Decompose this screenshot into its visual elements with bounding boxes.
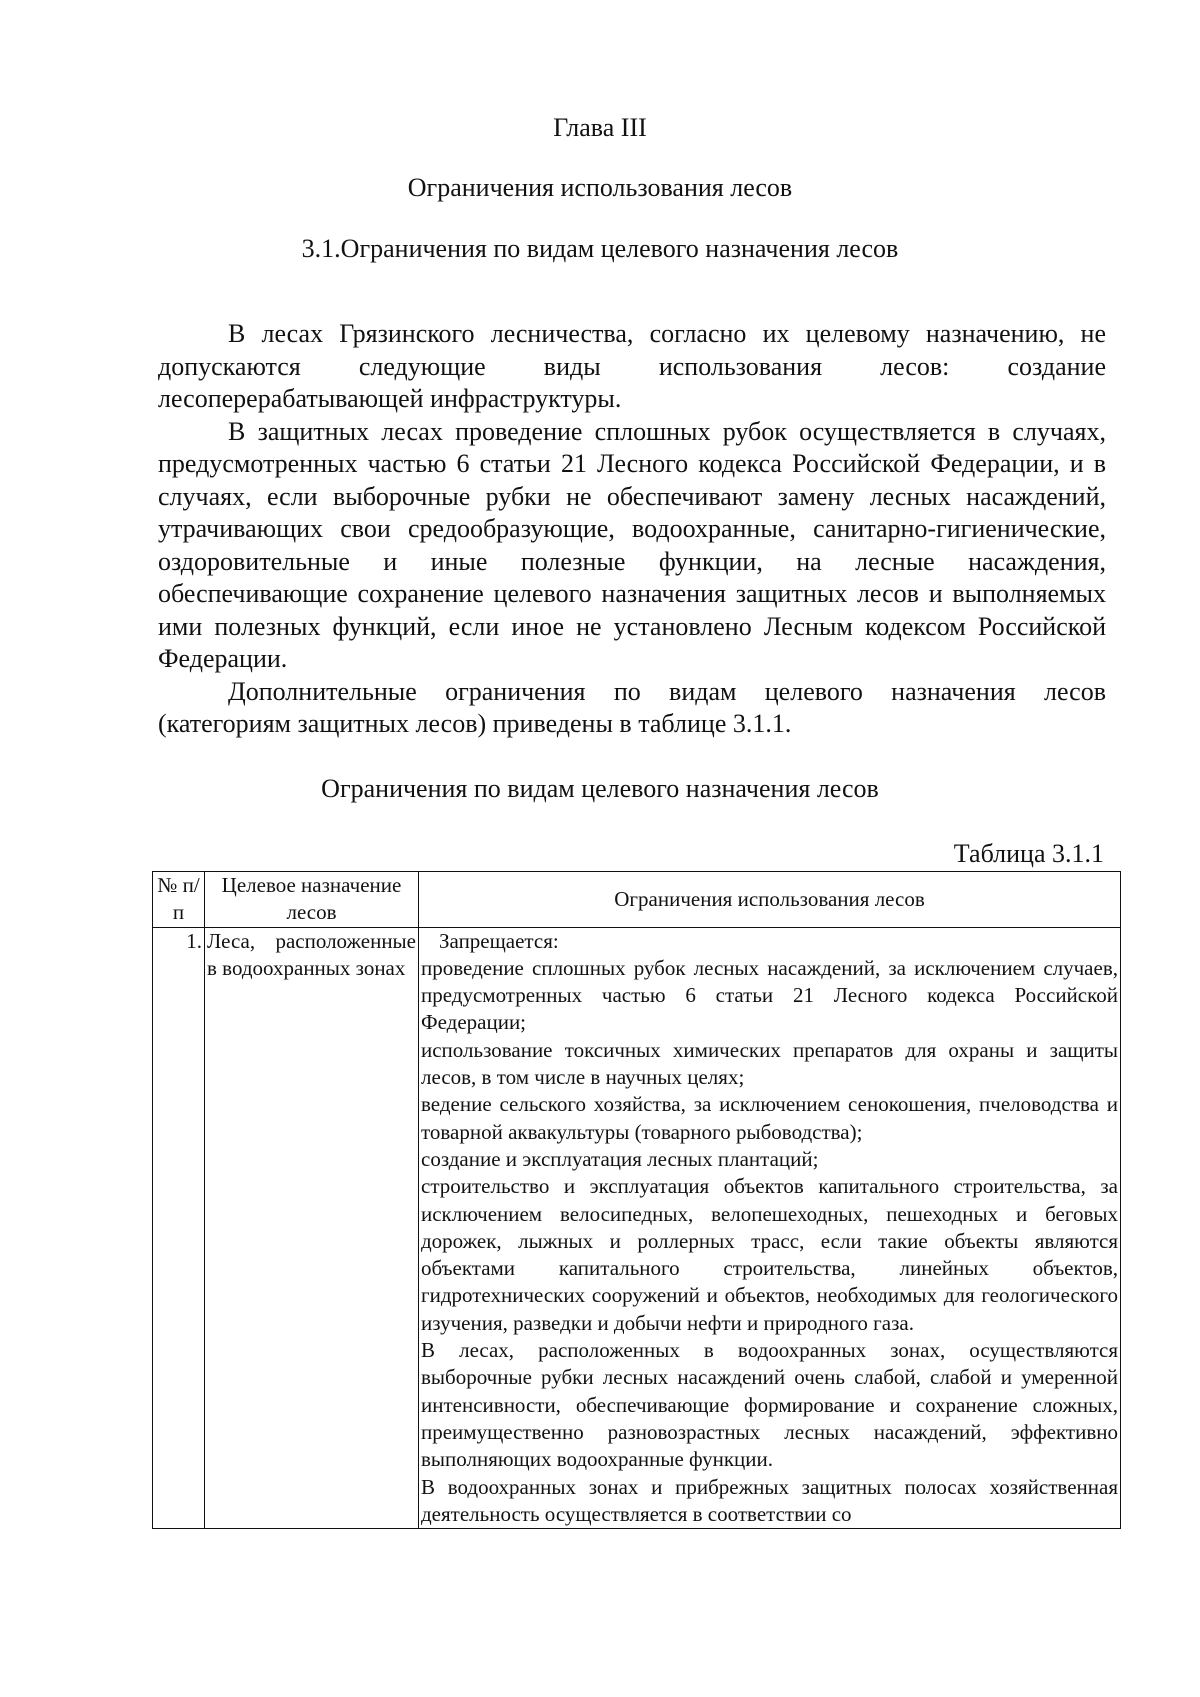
paragraph-2: В защитных лесах проведение сплошных рубок осуществляется в случаях, предусмотренных частью 6 статьи 21 Лесного кодекса Российской Федерации, и в случаях, если выборочные рубки не обеспечивают замену лесных насаждений, утрачивающих свои средообразующие, водоохранные, санитарно-гигиенические, оздоровительные и иные полезные функции, на лесные насаждения, обеспечивающие сохранение целевого назначения защитных лесов и выполняемых ими полезных функций, если иное не установлено Лесным кодексом Российской Федерации. bbox=[158, 416, 1106, 673]
paragraph-3: Дополнительные ограничения по видам целевого назначения лесов (категориям защитных лесов) приведены в таблице 3.1.1. bbox=[158, 676, 1106, 738]
restriction-line: использование токсичных химических препаратов для охраны и защиты лесов, в том числе в научных целях; bbox=[421, 1037, 1118, 1090]
row-restrictions bbox=[419, 927, 1121, 1529]
table-header-row bbox=[153, 872, 1121, 928]
body-text bbox=[158, 318, 1106, 741]
header-restrictions: Ограничения использования лесов bbox=[419, 872, 1121, 928]
chapter-subtitle: Ограничения использования лесов bbox=[407, 173, 793, 202]
header-purpose: Целевое назначение лесов bbox=[205, 872, 419, 928]
restrictions-table bbox=[152, 871, 1121, 1529]
table-label: Таблица 3.1.1 bbox=[953, 839, 1104, 868]
restriction-line: В водоохранных зонах и прибрежных защитных полосах хозяйственная деятельность осуществляется в соответствии со bbox=[421, 1474, 1118, 1526]
table-caption: Ограничения по видам целевого назначения лесов bbox=[321, 774, 879, 803]
section-title: 3.1.Ограничения по видам целевого назначения лесов bbox=[301, 234, 899, 263]
header-num: № п/п bbox=[153, 872, 205, 928]
table-row bbox=[153, 927, 1121, 1529]
chapter-title: Глава III bbox=[553, 113, 647, 142]
restriction-line: Запрещается: bbox=[439, 928, 559, 953]
paragraph-1: В лесах Грязинского лесничества, согласно их целевому назначению, не допускаются следующие виды использования лесов: создание лесоперерабатывающей инфраструктуры. bbox=[158, 319, 1106, 413]
row-num: 1. bbox=[153, 927, 205, 1529]
restriction-line: ведение сельского хозяйства, за исключением сенокошения, пчеловодства и товарной аквакультуры (товарного рыбоводства); bbox=[421, 1092, 1118, 1144]
restriction-line: строительство и эксплуатация объектов капитального строительства, за исключением велосипедных, велопешеходных, пешеходных и беговых дорожек, лыжных и роллерных трасс, если такие объекты являются объектами капитального строительства, линейных объектов, гидротехнических сооружений и объектов, необходимых для геологического изучения, разведки и добычи нефти и природного газа. bbox=[421, 1174, 1118, 1335]
row-purpose: Леса, расположенные в водоохранных зонах bbox=[205, 927, 419, 1529]
restriction-line: проведение сплошных рубок лесных насаждений, за исключением случаев, предусмотренных частью 6 статьи 21 Лесного кодекса Российской Федерации; bbox=[421, 955, 1118, 1035]
restriction-line: В лесах, расположенных в водоохранных зонах, осуществляются выборочные рубки лесных насаждений очень слабой, слабой и умеренной интенсивности, обеспечивающие формирование и сохранение сложных, преимущественно разновозрастных лесных насаждений, эффективно выполняющих водоохранные функции. bbox=[421, 1338, 1118, 1472]
restriction-line: создание и эксплуатация лесных плантаций; bbox=[421, 1146, 819, 1171]
